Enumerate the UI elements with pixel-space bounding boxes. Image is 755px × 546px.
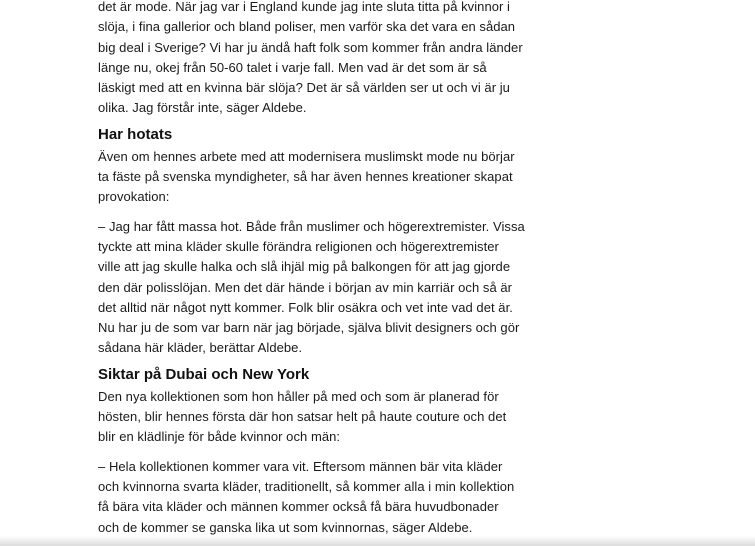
- text-line: och de kommer se ganska lika ut som kvinnornas, säger Aldebe.: [98, 519, 473, 535]
- text-line: Nu har ju de som var barn när jag började, själva blivit designers och gör: [98, 320, 520, 336]
- bottom-scroll-fade: [0, 536, 755, 546]
- paragraph-white-collection-quote: [98, 457, 558, 538]
- text-line: Även om hennes arbete med att modernisera muslimskt mode nu börjar: [98, 148, 515, 164]
- text-line: sådana här kläder, berättar Aldebe.: [98, 340, 303, 356]
- subheading-dubai-new-york: Siktar på Dubai och New York: [98, 365, 310, 383]
- text-line: tyckte att mina kläder skulle förändra religionen och högerextremister: [98, 238, 499, 254]
- text-line: ta fäste på svenska myndigheter, så har även hennes kreationer skapat: [98, 169, 513, 185]
- text-line: det alltid när något nytt kommer. Folk blir osäkra och vet inte vad det är.: [98, 299, 513, 315]
- paragraph-intro-quote: [98, 0, 558, 119]
- text-line: länge nu, okej från 50-60 talet i varje fall. Men vad är det som är så: [98, 59, 487, 75]
- text-line: få bära vita kläder och männen kommer också få bära huvudbonader: [98, 499, 499, 515]
- text-line: hösten, blir hennes första där hon satsar helt på haute couture och det: [98, 409, 507, 425]
- text-line: det är mode. När jag var i England kunde jag inte sluta titta på kvinnor i: [98, 0, 510, 14]
- text-line: provokation:: [98, 189, 170, 205]
- text-line: – Hela kollektionen kommer vara vit. Eftersom männen bär vita kläder: [98, 458, 503, 474]
- paragraph-new-collection: [98, 387, 558, 448]
- text-line: Den nya kollektionen som hon håller på med och som är planerad för: [98, 388, 499, 404]
- text-line: – Jag har fått massa hot. Både från muslimer och högerextremister. Vissa: [98, 218, 525, 234]
- subheading-har-hotats: Har hotats: [98, 125, 173, 143]
- text-line: läskigt med att en kvinna bär slöja? Det är så världen ser ut och vi är ju: [98, 80, 510, 96]
- text-line: den där polisslöjan. Men det där hände i början av min karriär och så är: [98, 279, 513, 295]
- text-line: och kvinnorna svarta kläder, traditionellt, så kommer alla i min kollektion: [98, 478, 515, 494]
- article-body: [98, 0, 558, 538]
- text-line: ville att jag skulle halka och slå ihjäl mig på balkongen för att jag gjorde: [98, 259, 511, 275]
- text-line: blir en klädlinje för både kvinnor och män:: [98, 429, 341, 445]
- text-line: olika. Jag förstår inte, säger Aldebe.: [98, 100, 307, 116]
- paragraph-threats-quote: [98, 217, 558, 359]
- text-line: big deal i Sverige? Vi har ju ändå haft folk som kommer från andra länder: [98, 39, 523, 55]
- text-line: slöja, i fina gallerior och bland poliser, men varför ska det vara en sådan: [98, 19, 516, 35]
- paragraph-modernisation: [98, 147, 558, 208]
